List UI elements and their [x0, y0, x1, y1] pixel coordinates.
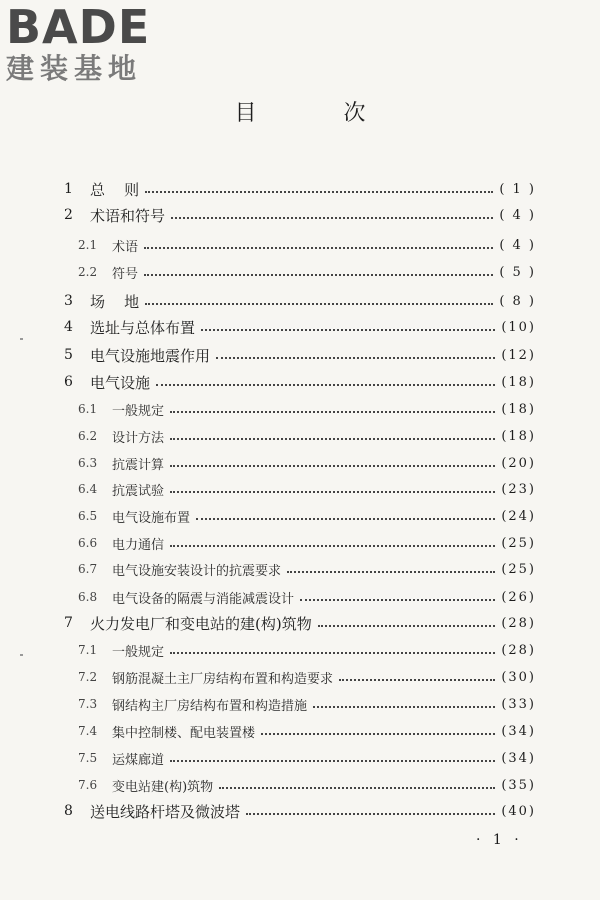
toc-leader-dots — [171, 217, 493, 219]
toc-title: 运煤廊道 — [112, 752, 165, 768]
toc-number: 6.4 — [78, 482, 98, 496]
toc-number: 1 — [64, 181, 73, 197]
logo-subtitle: 建装基地 — [6, 52, 143, 85]
toc-page-number: (18) — [501, 428, 536, 444]
toc-number: 6.3 — [78, 456, 98, 470]
toc-title: 电力通信 — [112, 537, 165, 553]
toc-page-number: (28) — [501, 615, 536, 631]
toc-number: 8 — [64, 803, 73, 819]
toc-leader-dots — [246, 813, 495, 815]
scan-mark — [20, 338, 23, 340]
toc-title: 抗震计算 — [112, 457, 165, 473]
toc-number: 4 — [64, 319, 73, 335]
toc-leader-dots — [170, 760, 495, 762]
toc-entry — [78, 478, 536, 500]
toc-leader-dots — [145, 191, 493, 193]
toc-page-number: (26) — [501, 589, 536, 605]
toc-number: 7 — [64, 615, 73, 631]
toc-entry — [78, 720, 536, 742]
toc-leader-dots — [216, 357, 495, 359]
toc-leader-dots — [170, 411, 495, 413]
toc-entry — [78, 234, 536, 256]
toc-page-number: ( 5 ) — [499, 264, 536, 280]
toc-leader-dots — [144, 274, 493, 276]
toc-page-number: (12) — [501, 347, 536, 363]
toc-title: 电气设施 — [90, 373, 151, 392]
toc-leader-dots — [170, 652, 495, 654]
toc-page-number: ( 8 ) — [499, 293, 536, 309]
toc-leader-dots — [156, 384, 495, 386]
toc-number: 7.1 — [78, 643, 98, 657]
toc-number: 7.6 — [78, 778, 98, 792]
toc-number: 7.4 — [78, 724, 98, 738]
toc-entry — [78, 693, 536, 715]
toc-leader-dots — [170, 465, 495, 467]
toc-number: 6.7 — [78, 562, 98, 576]
toc-page-number: ( 4 ) — [499, 207, 536, 223]
toc-leader-dots — [339, 679, 495, 681]
toc-title: 抗震试验 — [112, 483, 165, 499]
toc-title: 电气设施地震作用 — [90, 346, 211, 365]
toc-entry — [64, 204, 536, 226]
toc-title: 钢筋混凝土主厂房结构布置和构造要求 — [112, 671, 334, 687]
toc-leader-dots — [300, 599, 495, 601]
toc-entry — [64, 612, 536, 634]
toc-page-number: (18) — [501, 374, 536, 390]
toc-title: 术语 — [112, 239, 139, 255]
toc-title: 符号 — [112, 266, 139, 282]
toc-entry — [64, 800, 536, 822]
toc-entry — [64, 316, 536, 338]
toc-page-number: (33) — [501, 696, 536, 712]
bade-logo — [6, 2, 176, 86]
toc-entry — [78, 505, 536, 527]
toc-title: 电气设备的隔震与消能减震设计 — [112, 591, 295, 607]
toc-title: 术语和符号 — [90, 206, 166, 225]
toc-leader-dots — [170, 438, 495, 440]
toc-entry — [78, 586, 536, 608]
toc-title: 选址与总体布置 — [90, 318, 196, 337]
logo-wordmark: BADE — [6, 0, 151, 54]
toc-title: 火力发电厂和变电站的建(构)筑物 — [90, 614, 312, 633]
toc-entry — [64, 371, 536, 393]
toc-page-number: (20) — [501, 455, 536, 471]
toc-entry — [78, 747, 536, 769]
toc-page-number: (28) — [501, 642, 536, 658]
toc-title: 场 地 — [90, 292, 140, 311]
toc-title: 电气设施布置 — [112, 510, 191, 526]
toc-page-number: (24) — [501, 508, 536, 524]
page-number: · 1 · — [476, 832, 523, 848]
toc-leader-dots — [196, 518, 495, 520]
toc-leader-dots — [261, 733, 495, 735]
toc-title: 集中控制楼、配电装置楼 — [112, 725, 256, 741]
page-title: 目 次 — [234, 101, 406, 126]
toc-page-number: (23) — [501, 481, 536, 497]
toc-page-number: ( 4 ) — [499, 237, 536, 253]
toc-leader-dots — [287, 571, 495, 573]
toc-leader-dots — [313, 706, 495, 708]
toc-number: 6.5 — [78, 509, 98, 523]
toc-title: 电气设施安装设计的抗震要求 — [112, 563, 282, 579]
toc-entry — [78, 425, 536, 447]
toc-title: 送电线路杆塔及微波塔 — [90, 802, 241, 821]
toc-page-number: (35) — [501, 777, 536, 793]
toc-page-number: ( 1 ) — [499, 181, 536, 197]
toc-page-number: (30) — [501, 669, 536, 685]
toc-page-number: (40) — [501, 803, 536, 819]
toc-number: 7.3 — [78, 697, 98, 711]
toc-number: 3 — [64, 293, 73, 309]
toc-number: 6 — [64, 374, 73, 390]
toc-entry — [64, 178, 536, 200]
toc-leader-dots — [145, 303, 493, 305]
toc-number: 6.1 — [78, 402, 98, 416]
toc-leader-dots — [170, 491, 495, 493]
toc-page-number: (25) — [501, 561, 536, 577]
toc-entry — [64, 290, 536, 312]
toc-title: 总 则 — [90, 180, 140, 199]
toc-title: 设计方法 — [112, 430, 165, 446]
toc-entry — [78, 452, 536, 474]
toc-number: 7.5 — [78, 751, 98, 765]
toc-entry — [78, 774, 536, 796]
toc-entry — [78, 558, 536, 580]
toc-page-number: (10) — [501, 319, 536, 335]
toc-number: 6.6 — [78, 536, 98, 550]
toc-leader-dots — [318, 625, 496, 627]
toc-entry — [78, 666, 536, 688]
toc-number: 5 — [64, 347, 73, 363]
toc-page-number: (34) — [501, 750, 536, 766]
toc-entry — [64, 344, 536, 366]
toc-page-number: (25) — [501, 535, 536, 551]
toc-page-number: (18) — [501, 401, 536, 417]
toc-page-number: (34) — [501, 723, 536, 739]
toc-title: 一般规定 — [112, 644, 165, 660]
toc-number: 2.1 — [78, 238, 98, 252]
toc-leader-dots — [170, 545, 495, 547]
toc-number: 2 — [64, 207, 73, 223]
toc-number: 7.2 — [78, 670, 98, 684]
toc-leader-dots — [219, 787, 495, 789]
toc-leader-dots — [144, 247, 493, 249]
toc-number: 6.8 — [78, 590, 98, 604]
scan-mark — [20, 654, 23, 656]
toc-title: 钢结构主厂房结构布置和构造措施 — [112, 698, 308, 714]
toc-number: 2.2 — [78, 265, 98, 279]
toc-entry — [78, 398, 536, 420]
toc-title: 一般规定 — [112, 403, 165, 419]
toc-entry — [78, 532, 536, 554]
toc-leader-dots — [201, 329, 495, 331]
toc-title: 变电站建(构)筑物 — [112, 779, 214, 795]
toc-entry — [78, 261, 536, 283]
toc-entry — [78, 639, 536, 661]
toc-number: 6.2 — [78, 429, 98, 443]
